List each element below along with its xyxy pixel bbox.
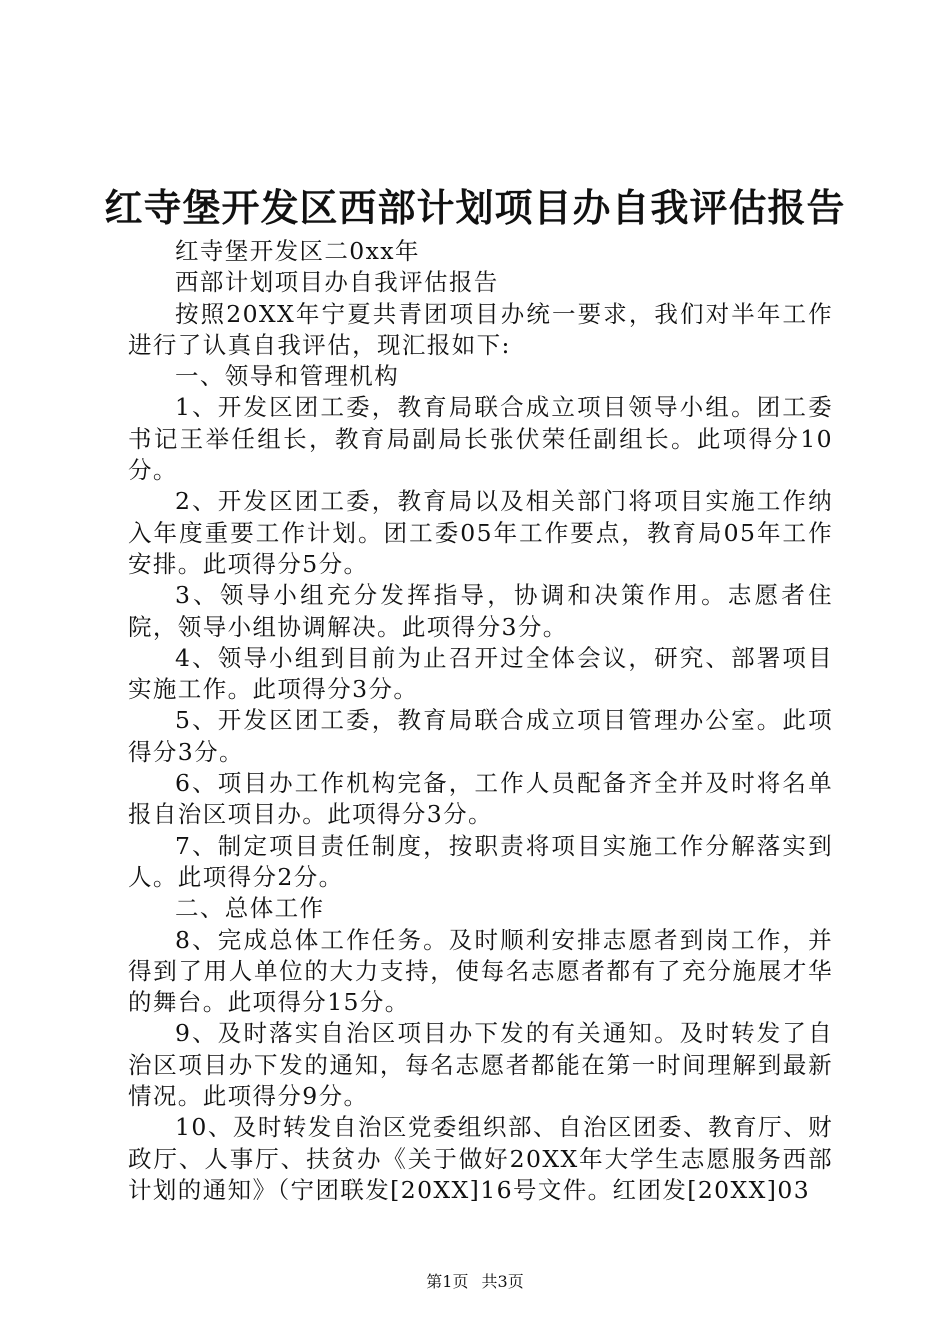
paragraph: 10、及时转发自治区党委组织部、自治区团委、教育厅、财政厅、人事厅、扶贫办《关于做好20XX年大学生志愿服务西部计划的通知》（宁团联发[20XX]16号文件。红团发[20XX]03 xyxy=(128,1113,833,1204)
paragraph: 4、领导小组到目前为止召开过全体会议，研究、部署项目实施工作。此项得分3分。 xyxy=(128,643,833,704)
paragraph: 8、完成总体工作任务。及时顺利安排志愿者到岗工作，并得到了用人单位的大力支持，使每名志愿者都有了充分施展才华的舞台。此项得分15分。 xyxy=(128,925,833,1017)
paragraph: 2、开发区团工委，教育局以及相关部门将项目实施工作纳入年度重要工作计划。团工委05年工作要点，教育局05年工作安排。此项得分5分。 xyxy=(128,487,833,578)
paragraph: 1、开发区团工委，教育局联合成立项目领导小组。团工委书记王举任组长，教育局副局长张伏荣任副组长。此项得分10分。 xyxy=(128,393,833,485)
paragraph: 9、及时落实自治区项目办下发的有关通知。及时转发了自治区项目办下发的通知，每名志愿者都能在第一时间理解到最新情况。此项得分9分。 xyxy=(128,1019,833,1111)
section-heading: 二、总体工作 xyxy=(175,894,325,923)
paragraph: 红寺堡开发区二0xx年 xyxy=(175,237,420,265)
paragraph: 按照20XX年宁夏共青团项目办统一要求，我们对半年工作进行了认真自我评估，现汇报如下: xyxy=(128,299,833,359)
paragraph: 5、开发区团工委，教育局联合成立项目管理办公室。此项得分3分。 xyxy=(128,706,833,766)
paragraph: 3、领导小组充分发挥指导，协调和决策作用。志愿者住院，领导小组协调解决。此项得分3分。 xyxy=(128,581,833,641)
paragraph: 西部计划项目办自我评估报告 xyxy=(175,268,499,297)
paragraph: 6、项目办工作机构完备，工作人员配备齐全并及时将名单报自治区项目办。此项得分3分。 xyxy=(128,769,833,829)
page-number: 第1页 xyxy=(426,1272,469,1291)
page-total: 共3页 xyxy=(481,1272,524,1291)
paragraph: 7、制定项目责任制度，按职责将项目实施工作分解落实到人。此项得分2分。 xyxy=(128,831,833,891)
document-title: 红寺堡开发区西部计划项目办自我评估报告 xyxy=(104,185,846,230)
section-heading: 一、领导和管理机构 xyxy=(175,362,400,391)
page-footer xyxy=(0,1271,950,1293)
document-body xyxy=(128,236,833,1206)
